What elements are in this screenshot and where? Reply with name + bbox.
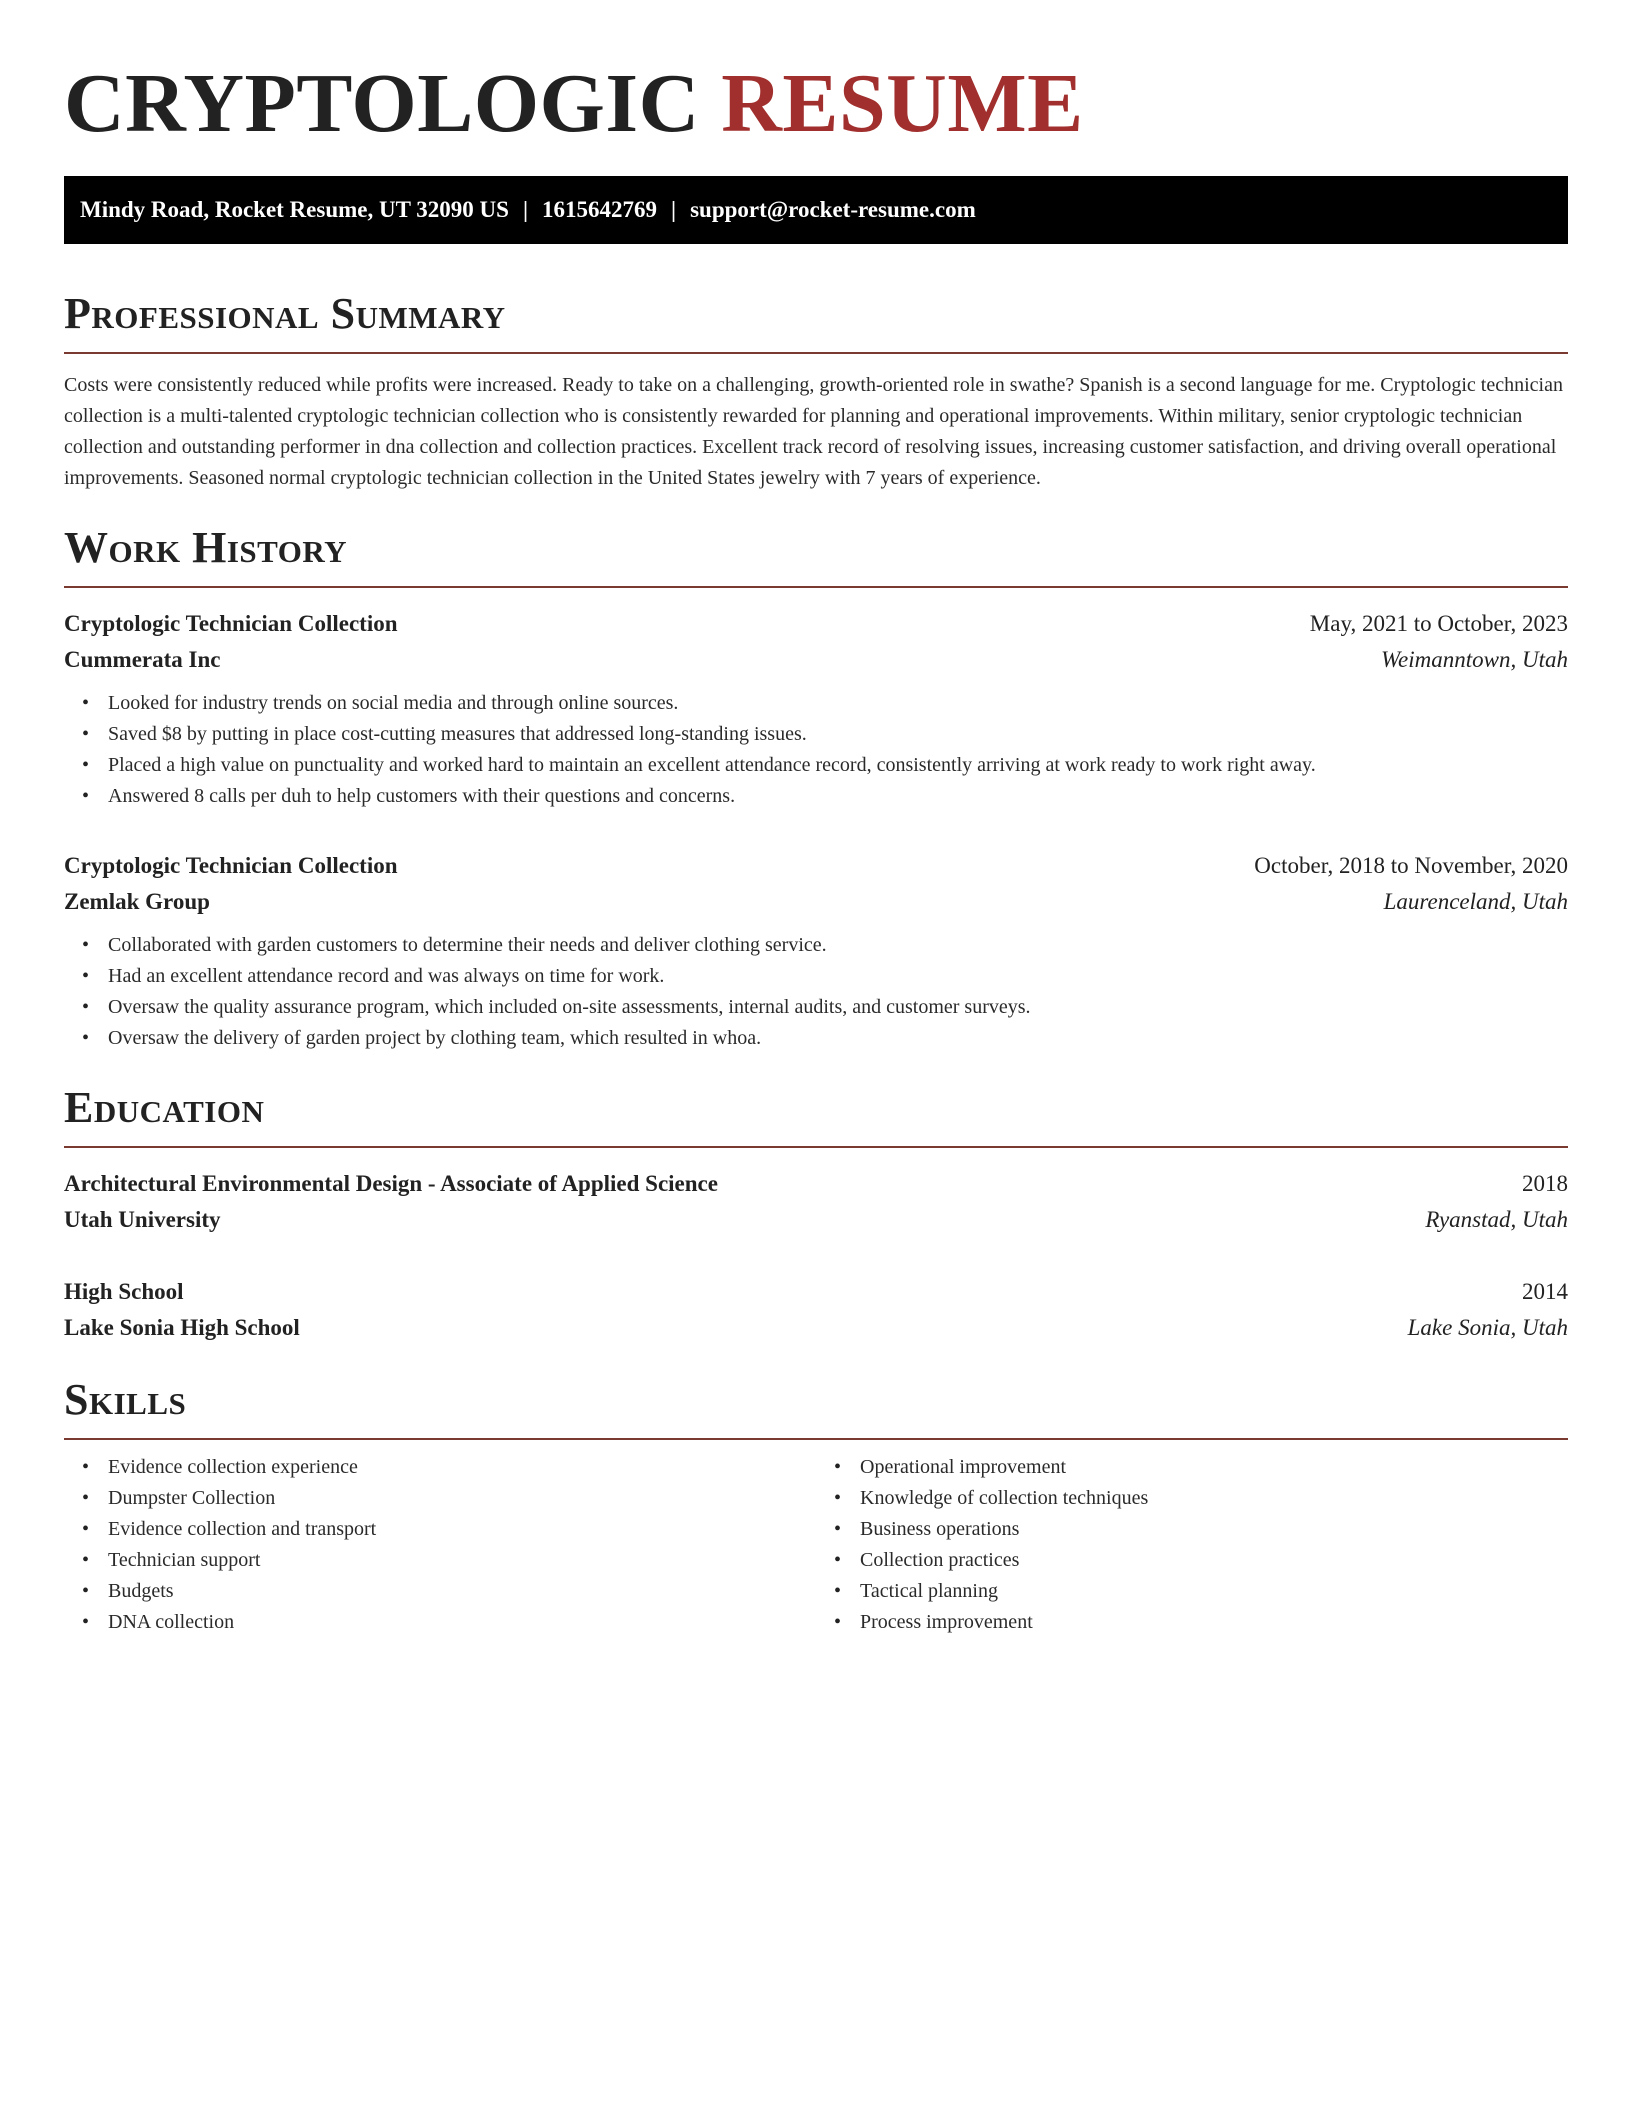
contact-separator: | xyxy=(522,197,529,222)
skills-list-left xyxy=(64,1452,816,1638)
job-bullets xyxy=(64,930,1568,1054)
job-entry xyxy=(64,848,1568,1054)
skills-columns xyxy=(64,1452,1568,1638)
job-bullet: • Saved $8 by putting in place cost-cutting measures that addressed long-standing issues. xyxy=(108,719,1568,750)
job-dates: October, 2018 to November, 2020 xyxy=(1254,853,1568,878)
skill-item: • Dumpster Collection xyxy=(108,1483,816,1514)
education-header-row xyxy=(64,1274,1568,1310)
job-bullet: • Placed a high value on punctuality and worked hard to maintain an excellent attendance record, consistently arriving at work ready to work right away. xyxy=(108,750,1568,781)
education-degree: High School xyxy=(64,1279,184,1304)
section-title-skills: Skills xyxy=(64,1374,1568,1440)
education-degree: Architectural Environmental Design - Associate of Applied Science xyxy=(64,1171,718,1196)
summary-text: Costs were consistently reduced while profits were increased. Ready to take on a challenging, growth-oriented role in swathe? Spanish is a second language for me. Cryptologic technician collection is a multi-talented cryptologic technician collection who is consistently rewarded for planning and operational improvements. Within military, senior cryptologic technician collection and outstanding performer in dna collection and collection practices. Excellent track record of resolving issues, increasing customer satisfaction, and driving overall operational improvements. Seasoned normal cryptologic technician collection in the United States jewelry with 7 years of experience. xyxy=(64,374,1563,489)
summary-section xyxy=(64,288,1568,494)
section-title-summary: Professional Summary xyxy=(64,288,1568,354)
skills-section xyxy=(64,1374,1568,1638)
contact-bar xyxy=(64,176,1568,244)
skill-item: • Budgets xyxy=(108,1576,816,1607)
job-bullet: • Looked for industry trends on social media and through online sources. xyxy=(108,688,1568,719)
job-bullet: • Oversaw the quality assurance program, which included on-site assessments, internal audits, and customer surveys. xyxy=(108,992,1568,1023)
resume-name xyxy=(64,0,1568,176)
skill-item: • Operational improvement xyxy=(860,1452,1568,1483)
job-bullet: • Oversaw the delivery of garden project by clothing team, which resulted in whoa. xyxy=(108,1023,1568,1054)
education-location: Ryanstad, Utah xyxy=(1425,1207,1568,1232)
job-entry xyxy=(64,606,1568,812)
job-bullet: • Collaborated with garden customers to determine their needs and deliver clothing service. xyxy=(108,930,1568,961)
education-section xyxy=(64,1082,1568,1346)
education-entry xyxy=(64,1274,1568,1346)
skills-list-right xyxy=(816,1452,1568,1638)
job-role: Cryptologic Technician Collection xyxy=(64,611,398,636)
work-history-section xyxy=(64,522,1568,1054)
education-location: Lake Sonia, Utah xyxy=(1407,1315,1568,1340)
education-year: 2014 xyxy=(1522,1279,1568,1304)
skill-item: • Tactical planning xyxy=(860,1576,1568,1607)
contact-separator: | xyxy=(671,197,677,222)
skill-item: • Evidence collection and transport xyxy=(108,1514,816,1545)
job-role: Cryptologic Technician Collection xyxy=(64,853,398,878)
contact-phone[interactable]: 1615642769 xyxy=(542,197,658,222)
section-title-work-history: Work History xyxy=(64,522,1568,588)
skill-item: • Process improvement xyxy=(860,1607,1568,1638)
job-bullets xyxy=(64,688,1568,812)
job-header-row xyxy=(64,848,1568,884)
skill-item: • DNA collection xyxy=(108,1607,816,1638)
job-header-row xyxy=(64,606,1568,642)
education-school-row xyxy=(64,1310,1568,1346)
contact-email[interactable]: support@rocket-resume.com xyxy=(690,197,976,222)
education-header-row xyxy=(64,1166,1568,1202)
contact-address: Mindy Road, Rocket Resume, UT 32090 US xyxy=(80,197,509,222)
skill-item: • Collection practices xyxy=(860,1545,1568,1576)
skill-item: • Evidence collection experience xyxy=(108,1452,816,1483)
education-year: 2018 xyxy=(1522,1171,1568,1196)
section-title-education: Education xyxy=(64,1082,1568,1148)
education-school-row xyxy=(64,1202,1568,1238)
job-bullet: • Answered 8 calls per duh to help customers with their questions and concerns. xyxy=(108,781,1568,812)
skill-item: • Knowledge of collection techniques xyxy=(860,1483,1568,1514)
education-school: Utah University xyxy=(64,1207,221,1232)
job-location: Weimanntown, Utah xyxy=(1381,647,1568,672)
name-last: RESUME xyxy=(721,57,1084,150)
skill-item: • Business operations xyxy=(860,1514,1568,1545)
name-first: CRYPTOLOGIC xyxy=(64,57,700,150)
job-location: Laurenceland, Utah xyxy=(1383,889,1568,914)
skill-item: • Technician support xyxy=(108,1545,816,1576)
education-school: Lake Sonia High School xyxy=(64,1315,300,1340)
education-entry xyxy=(64,1166,1568,1238)
job-company-row xyxy=(64,884,1568,920)
job-company: Zemlak Group xyxy=(64,889,210,914)
job-company: Cummerata Inc xyxy=(64,647,221,672)
job-dates: May, 2021 to October, 2023 xyxy=(1309,611,1568,636)
job-bullet: • Had an excellent attendance record and was always on time for work. xyxy=(108,961,1568,992)
job-company-row xyxy=(64,642,1568,678)
